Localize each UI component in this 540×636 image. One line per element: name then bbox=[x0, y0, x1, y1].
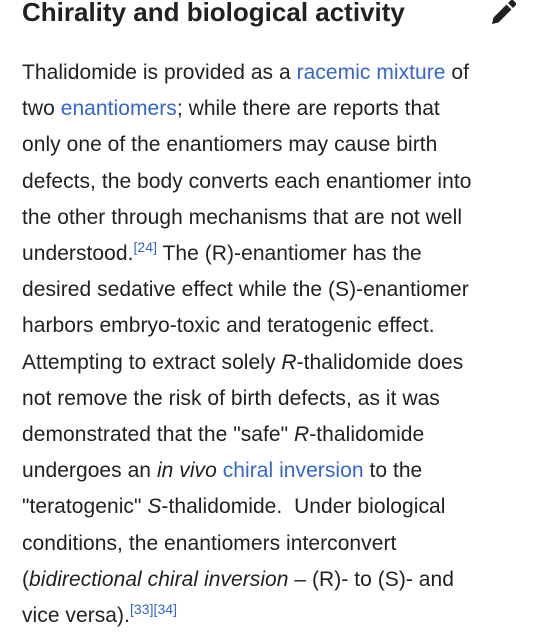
link-racemic-mixture[interactable]: racemic mixture bbox=[296, 61, 446, 84]
text-segment: undergoes an bbox=[22, 459, 157, 483]
reference-24-link[interactable]: [24] bbox=[133, 239, 158, 256]
text-line: conditions, the enantiomers interconvert bbox=[22, 531, 397, 555]
text-line bbox=[22, 489, 522, 525]
text-segment: two bbox=[22, 97, 61, 121]
text-segment: "teratogenic" bbox=[22, 495, 148, 519]
italic-r: R bbox=[281, 350, 297, 374]
link-enantiomers[interactable]: enantiomers bbox=[60, 97, 177, 121]
text-line bbox=[22, 345, 522, 381]
text-line: only one of the enantiomers may cause birth bbox=[22, 133, 438, 157]
text-line bbox=[22, 91, 522, 127]
reference-33[interactable] bbox=[130, 601, 154, 617]
text-line bbox=[22, 598, 522, 634]
italic-r: R bbox=[294, 423, 310, 447]
pencil-icon[interactable] bbox=[488, 0, 518, 28]
reference-34[interactable] bbox=[154, 601, 178, 617]
text-segment: ( bbox=[22, 567, 30, 591]
text-line: the other through mechanisms that are not well bbox=[22, 205, 463, 229]
text-segment: Thalidomide is provided as a bbox=[22, 61, 297, 84]
text-line: harbors embryo-toxic and teratogenic effect. bbox=[22, 314, 435, 338]
text-line: defects, the body converts each enantiomer into bbox=[22, 169, 472, 193]
reference-24[interactable] bbox=[133, 239, 157, 255]
text-segment: – (R)- to (S)- and bbox=[288, 567, 454, 591]
text-line: desired sedative effect while the (S)-enantiomer bbox=[22, 278, 469, 302]
text-segment: -thalidomide. Under biological bbox=[161, 495, 446, 519]
section-title: Chirality and biological activity bbox=[22, 0, 405, 27]
italic-bidirectional: bidirectional chiral inversion bbox=[29, 567, 289, 591]
reference-34-link[interactable]: [34] bbox=[153, 601, 178, 618]
article-paragraph bbox=[22, 55, 522, 634]
text-segment: The (R)-enantiomer has the bbox=[157, 242, 422, 266]
text-segment: Attempting to extract solely bbox=[22, 350, 282, 374]
link-chiral-inversion[interactable]: chiral inversion bbox=[222, 459, 364, 483]
text-segment: vice versa). bbox=[22, 604, 130, 628]
italic-s: S bbox=[147, 495, 162, 519]
text-line bbox=[22, 55, 522, 91]
text-line bbox=[22, 562, 522, 598]
text-segment: -thalidomide does bbox=[296, 350, 464, 374]
text-segment: -thalidomide bbox=[309, 423, 425, 447]
section-header bbox=[22, 0, 518, 30]
text-line bbox=[22, 236, 522, 272]
text-segment: of bbox=[445, 61, 470, 84]
text-segment: to the bbox=[363, 459, 423, 483]
text-line bbox=[22, 453, 522, 489]
italic-in-vivo: in vivo bbox=[156, 459, 217, 483]
text-segment: understood. bbox=[22, 242, 134, 266]
text-line: not remove the risk of birth defects, as it was bbox=[22, 386, 440, 410]
reference-33-link[interactable]: [33] bbox=[129, 601, 154, 618]
text-segment: ; while there are reports that bbox=[176, 97, 440, 121]
text-line bbox=[22, 417, 522, 453]
text-segment: demonstrated that the "safe" bbox=[22, 423, 295, 447]
